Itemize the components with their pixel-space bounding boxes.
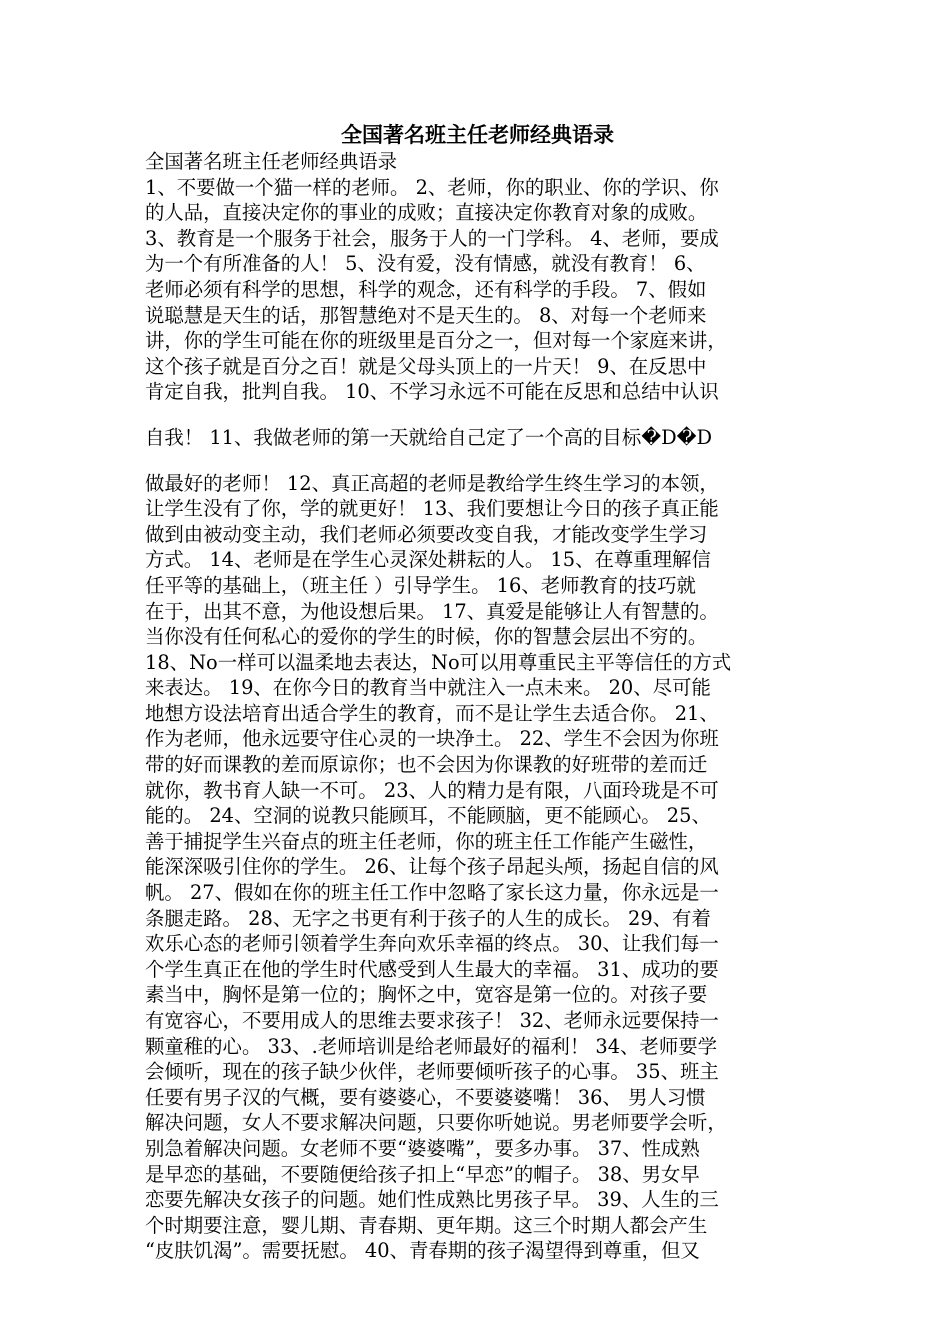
body-line: 3、教育是一个服务于社会，服务于人的一门学科。 4、老师，要成 xyxy=(145,226,719,250)
body-line: 能深深吸引住你的学生。 26、让每个孩子昂起头颅，扬起自信的风 xyxy=(145,855,719,879)
body-line: 说聪慧是天生的话，那智慧绝对不是天生的。 8、对每一个老师来 xyxy=(145,303,707,327)
body-line: 解决问题，女人不要求解决问题，只要你听她说。男老师要学会听， xyxy=(145,1111,727,1135)
body-line: 讲，你的学生可能在你的班级里是百分之一，但对每一个家庭来讲， xyxy=(145,329,727,353)
body-line: 欢乐心态的老师引领着学生奔向欢乐幸福的终点。 30、让我们每一 xyxy=(145,932,719,956)
body-line: 是早恋的基础，不要随便给孩子扣上“早恋”的帽子。 38、男女早 xyxy=(145,1162,700,1186)
body-line: 素当中，胸怀是第一位的；胸怀之中，宽容是第一位的。对孩子要 xyxy=(145,983,708,1007)
body-line: “皮肤饥渴”。需要抚慰。 40、青春期的孩子渴望得到尊重，但又 xyxy=(145,1239,700,1263)
document-subtitle: 全国著名班主任老师经典语录 xyxy=(145,150,398,173)
body-line: 任要有男子汉的气概，要有婆婆心，不要婆婆嘴！ 36、 男人习惯 xyxy=(145,1085,706,1109)
body-line: 帆。 27、假如在你的班主任工作中忽略了家长这力量，你永远是一 xyxy=(145,881,719,905)
body-line: 让学生没有了你，学的就更好！ 13、我们要想让今日的孩子真正能 xyxy=(145,497,719,521)
body-line: 方式。 14、老师是在学生心灵深处耕耘的人。 15、在尊重理解信 xyxy=(145,548,711,572)
body-line: 能的。 24、空洞的说教只能顾耳，不能顾脑，更不能顾心。 25、 xyxy=(145,804,711,828)
document-title: 全国著名班主任老师经典语录 xyxy=(341,122,614,147)
body-line: 别急着解决问题。女老师不要“婆婆嘴”，要多办事。 37、性成熟 xyxy=(145,1136,700,1160)
body-line: 恋要先解决女孩子的问题。她们性成熟比男孩子早。 39、人生的三 xyxy=(145,1188,719,1212)
body-line: 为一个有所准备的人！ 5、没有爱，没有情感，就没有教育！ 6、 xyxy=(145,252,706,276)
body-line: 做到由被动变主动，我们老师必须要改变自我，才能改变学生学习 xyxy=(145,522,708,546)
body-line: 善于捕捉学生兴奋点的班主任老师，你的班主任工作能产生磁性， xyxy=(145,829,708,853)
body-line: 肯定自我，批判自我。 10、不学习永远不可能在反思和总结中认识 xyxy=(145,380,719,404)
body-line: 来表达。 19、在你今日的教育当中就注入一点未来。 20、尽可能 xyxy=(145,676,711,700)
body-line: 这个孩子就是百分之百！就是父母头顶上的一片天！ 9、在反思中 xyxy=(145,354,707,378)
body-line: 18、No一样可以温柔地去表达，No可以用尊重民主平等信任的方式 xyxy=(145,650,732,674)
body-line: 老师必须有科学的思想，科学的观念，还有科学的手段。 7、假如 xyxy=(145,277,707,301)
body-line: 有宽容心，不要用成人的思维去要求孩子！ 32、老师永远要保持一 xyxy=(145,1009,719,1032)
body-line: 做最好的老师！ 12、真正高超的老师是教给学生终生学习的本领， xyxy=(145,471,719,495)
body-line: 带的好而课教的差而原谅你；也不会因为你课教的好班带的差而迁 xyxy=(145,753,708,777)
body-line: 颗童稚的心。 33、.老师培训是给老师最好的福利！ 34、老师要学 xyxy=(145,1034,717,1058)
body-line: 就你，教书育人缺一不可。 23、人的精力是有限，八面玲珑是不可 xyxy=(145,778,719,802)
body-line: 在于，出其不意，为他设想后果。 17、真爱是能够让人有智慧的。 xyxy=(145,599,719,623)
body-line: 自我！ 11、我做老师的第一天就给自己定了一个高的目标�D�D xyxy=(145,425,713,449)
body-line: 地想方设法培育出适合学生的教育，而不是让学生去适合你。 21、 xyxy=(145,701,719,725)
body-line: 作为老师，他永远要守住心灵的一块净土。 22、学生不会因为你班 xyxy=(145,727,719,751)
document-body xyxy=(145,149,810,1264)
body-line: 当你没有任何私心的爱你的学生的时候，你的智慧会层出不穷的。 xyxy=(145,625,708,649)
body-line: 个学生真正在他的学生时代感受到人生最大的幸福。 31、成功的要 xyxy=(145,957,719,981)
body-line: 条腿走路。 28、无字之书更有利于孩子的人生的成长。 29、有着 xyxy=(145,906,711,930)
body-line: 个时期要注意，婴儿期、青春期、更年期。这三个时期人都会产生 xyxy=(145,1213,708,1237)
body-line: 会倾听，现在的孩子缺少伙伴，老师要倾听孩子的心事。 35、班主 xyxy=(145,1060,719,1084)
body-line: 的人品，直接决定你的事业的成败；直接决定你教育对象的成败。 xyxy=(145,201,708,225)
body-line: 任平等的基础上，（班主任 ）引导学生。 16、老师教育的技巧就 xyxy=(145,573,696,597)
body-line: 1、不要做一个猫一样的老师。 2、老师，你的职业、你的学识、你 xyxy=(145,175,719,199)
